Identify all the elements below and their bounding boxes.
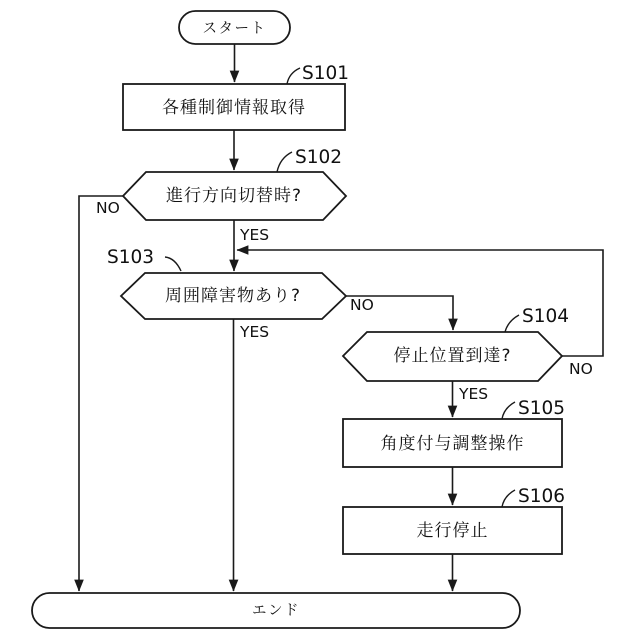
node-s101 [123, 63, 349, 130]
end-label: エンド [252, 603, 300, 619]
s104-label: 停止位置到達? [393, 346, 512, 366]
s106-leader-line [502, 490, 515, 507]
s104-yes-label: YES [459, 385, 489, 403]
s101-leader-line [287, 68, 300, 84]
s103-no-label: NO [350, 296, 374, 314]
node-s105 [343, 398, 565, 467]
s101-label: 各種制御情報取得 [162, 98, 306, 118]
s102-step-id: S102 [295, 147, 343, 168]
node-start [179, 11, 290, 44]
node-s102 [96, 147, 346, 244]
s104-leader-line [505, 315, 519, 332]
s101-step-id: S101 [302, 63, 350, 84]
s105-label: 角度付与調整操作 [380, 434, 525, 454]
s106-label: 走行停止 [416, 521, 489, 541]
s104-step-id: S104 [522, 306, 570, 327]
s103-leader-line [165, 257, 181, 271]
s102-yes-label: YES [240, 226, 270, 244]
node-s106 [343, 486, 565, 554]
s102-no-label: NO [96, 199, 120, 217]
s105-leader-line [502, 402, 515, 419]
s103-label: 周囲障害物あり? [164, 286, 302, 306]
s102-leader-line [277, 152, 292, 172]
node-s103 [107, 247, 374, 341]
start-label: スタート [202, 21, 267, 37]
node-s104 [343, 306, 593, 403]
s106-step-id: S106 [518, 486, 566, 507]
s103-yes-label: YES [240, 323, 270, 341]
s104-no-label: NO [569, 360, 593, 378]
s102-label: 進行方向切替時? [165, 186, 303, 206]
node-end [32, 593, 520, 628]
s105-step-id: S105 [518, 398, 566, 419]
s103-step-id: S103 [107, 247, 155, 268]
